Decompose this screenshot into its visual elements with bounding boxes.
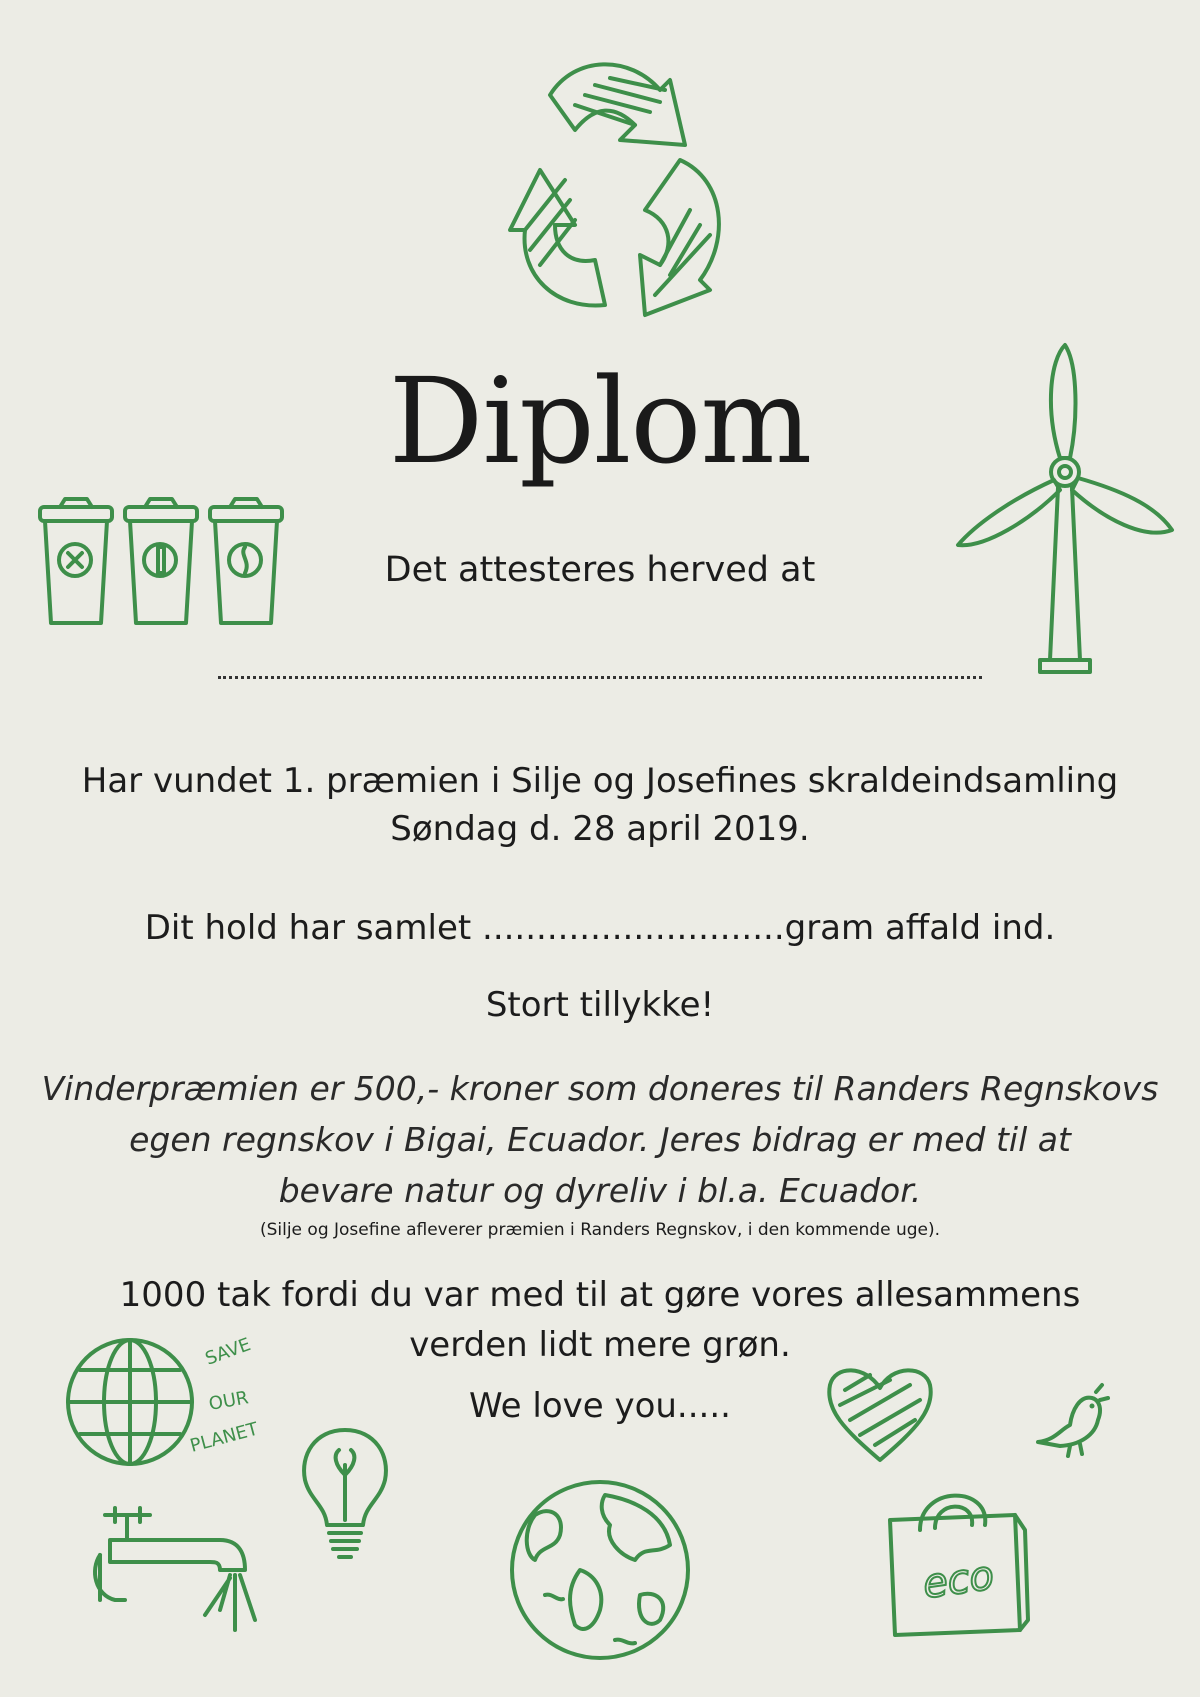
globe-grid-icon	[60, 1330, 280, 1480]
tap-icon	[80, 1500, 280, 1670]
prize-line-2: egen regnskov i Bigai, Ecuador. Jeres bidrag er med til at	[129, 1120, 1071, 1159]
eco-bag-icon	[880, 1480, 1030, 1640]
award-date: Søndag d. 28 april 2019.	[390, 809, 810, 849]
globe-text-planet: PLANET	[187, 1418, 261, 1457]
thanks-line-2: verden lidt mere grøn.	[409, 1325, 791, 1365]
collected-text: Dit hold har samlet ............................gram affald ind.	[144, 908, 1056, 948]
award-text	[0, 757, 1200, 853]
trash-bins-icon	[35, 495, 295, 630]
love-text: We love you.....	[469, 1386, 731, 1426]
globe-text-our: OUR	[207, 1387, 251, 1415]
name-dotted-line	[218, 676, 982, 679]
eco-bag-text: eco	[919, 1552, 997, 1608]
thanks-line-1: 1000 tak fordi du var med til at gøre vores allesammens	[119, 1275, 1081, 1315]
page-title: Diplom	[388, 352, 812, 490]
prize-line-1: Vinderpræmien er 500,- kroner som doneres til Randers Regnskovs	[41, 1069, 1159, 1108]
earth-icon	[505, 1475, 695, 1665]
subtitle: Det attesteres herved at	[384, 550, 816, 590]
lightbulb-icon	[295, 1425, 395, 1575]
award-line-1: Har vundet 1. præmien i Silje og Josefines skraldeindsamling	[81, 761, 1119, 801]
bird-icon	[1030, 1380, 1110, 1460]
globe-text-save: SAVE	[202, 1334, 254, 1370]
prize-note: (Silje og Josefine afleverer præmien i Randers Regnskov, i den kommende uge).	[259, 1220, 941, 1240]
congrats-text: Stort tillykke!	[485, 985, 715, 1025]
prize-text	[0, 1063, 1200, 1216]
recycle-icon	[455, 50, 755, 330]
wind-turbine-icon	[950, 340, 1180, 680]
prize-line-3: bevare natur og dyreliv i bl.a. Ecuador.	[278, 1171, 922, 1210]
heart-icon	[820, 1360, 940, 1470]
